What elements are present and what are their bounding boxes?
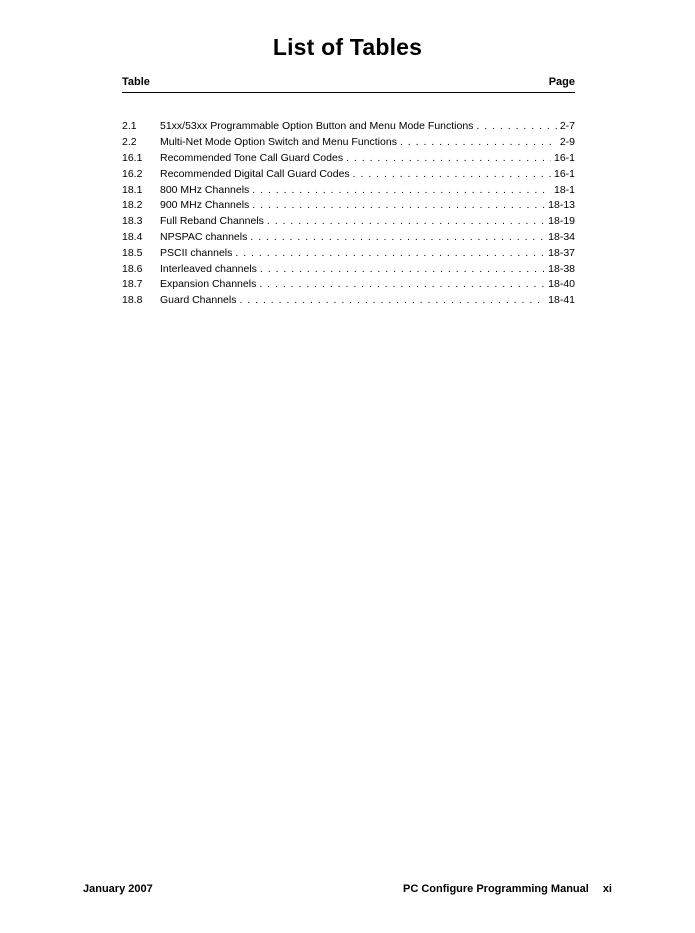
dot-leader xyxy=(267,214,545,230)
toc-entry-title: Full Reband Channels xyxy=(160,215,264,228)
toc-row xyxy=(122,277,575,293)
toc-entry-number: 18.6 xyxy=(122,262,143,275)
dot-leader xyxy=(252,198,545,214)
toc-entry-page: 18-13 xyxy=(548,199,575,212)
dot-leader xyxy=(353,167,551,183)
toc-entry-title: Guard Channels xyxy=(160,294,237,307)
list-of-tables xyxy=(122,76,575,309)
toc-entry-number: 18.5 xyxy=(122,246,143,259)
toc-entries xyxy=(122,119,575,309)
toc-row xyxy=(122,135,575,151)
footer-date: January 2007 xyxy=(83,883,153,895)
toc-entry-number: 18.8 xyxy=(122,294,143,307)
toc-row xyxy=(122,119,575,135)
toc-entry-title: PSCII channels xyxy=(160,246,233,259)
dot-leader xyxy=(476,119,556,135)
toc-entry-page: 2-9 xyxy=(559,136,575,149)
toc-entry-page: 18-37 xyxy=(548,246,575,259)
toc-entry-page: 18-38 xyxy=(548,262,575,275)
toc-entry-title: 51xx/53xx Programmable Option Button and Menu Mode Functions xyxy=(160,120,474,133)
toc-row xyxy=(122,214,575,230)
toc-entry-title: Recommended Digital Call Guard Codes xyxy=(160,167,350,180)
toc-entry-title: Expansion Channels xyxy=(160,278,257,291)
toc-entry-page: 2-7 xyxy=(559,120,575,133)
toc-entry-number: 2.2 xyxy=(122,136,137,149)
dot-leader xyxy=(235,246,545,262)
toc-entry-title: Multi-Net Mode Option Switch and Menu Functions xyxy=(160,136,397,149)
toc-row xyxy=(122,230,575,246)
page-title: List of Tables xyxy=(272,34,423,60)
toc-entry-title: 900 MHz Channels xyxy=(160,199,250,212)
toc-entry-number: 18.2 xyxy=(122,199,143,212)
dot-leader xyxy=(346,151,551,167)
toc-entry-number: 16.2 xyxy=(122,167,143,180)
toc-column-headers xyxy=(122,76,575,93)
toc-entry-page: 18-34 xyxy=(548,230,575,243)
toc-row xyxy=(122,151,575,167)
toc-row xyxy=(122,246,575,262)
toc-entry-page: 18-1 xyxy=(553,183,575,196)
footer-page-number: xi xyxy=(602,883,612,895)
toc-row xyxy=(122,167,575,183)
toc-entry-number: 18.4 xyxy=(122,230,143,243)
toc-entry-number: 16.1 xyxy=(122,152,143,164)
toc-entry-page: 18-41 xyxy=(548,294,575,307)
dot-leader xyxy=(239,293,545,309)
toc-entry-number: 18.1 xyxy=(122,183,143,196)
dot-leader xyxy=(252,183,551,199)
toc-entry-number: 18.7 xyxy=(122,278,143,291)
footer-manual-name: PC Configure Programming Manual xyxy=(403,883,589,895)
page-footer xyxy=(83,883,612,895)
toc-entry-page: 18-19 xyxy=(548,215,575,228)
page-column-header: Page xyxy=(548,76,575,89)
toc-entry-page: 16-1 xyxy=(553,167,575,180)
toc-entry-number: 18.3 xyxy=(122,215,143,228)
table-column-header: Table xyxy=(122,76,150,89)
toc-entry-title: Recommended Tone Call Guard Codes xyxy=(160,152,344,164)
toc-entry-page: 16-1 xyxy=(553,152,575,164)
toc-row xyxy=(122,293,575,309)
dot-leader xyxy=(259,277,545,293)
toc-row xyxy=(122,262,575,278)
toc-row xyxy=(122,198,575,214)
toc-row xyxy=(122,183,575,199)
toc-entry-title: 800 MHz Channels xyxy=(160,183,250,196)
toc-entry-title: NPSPAC channels xyxy=(160,230,248,243)
dot-leader xyxy=(250,230,545,246)
dot-leader xyxy=(400,135,557,151)
toc-entry-title: Interleaved channels xyxy=(160,262,257,275)
toc-entry-number: 2.1 xyxy=(122,120,137,133)
toc-entry-page: 18-40 xyxy=(548,278,575,291)
dot-leader xyxy=(260,262,545,278)
